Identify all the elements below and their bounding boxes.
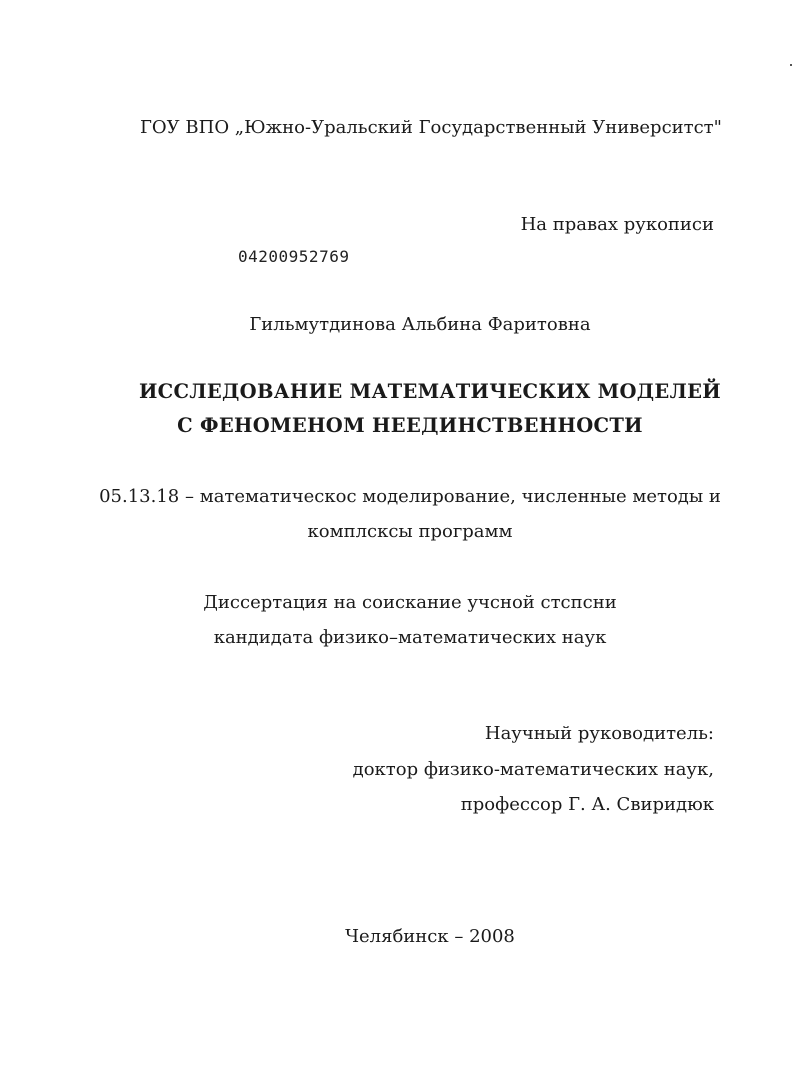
- author-name: Гильмутдинова Альбина Фаритовна: [249, 314, 591, 335]
- place-and-year: Челябинск – 2008: [345, 926, 515, 947]
- degree-line-2: кандидата физико–математических наук: [213, 627, 607, 648]
- registry-code: 04200952769: [238, 247, 350, 266]
- supervisor-label: Научный руководитель:: [484, 723, 714, 744]
- degree-line-1: Диссертация на соискание учсной стспсни: [203, 592, 617, 613]
- specialty-line-2: комплсксы программ: [307, 521, 513, 542]
- thesis-title-line-2: С ФЕНОМЕНОМ НЕЕДИНСТВЕННОСТИ: [177, 414, 643, 437]
- institution-name: ГОУ ВПО „Южно-Уральский Государственный Университст": [140, 117, 722, 138]
- specialty-line-1: 05.13.18 – математическос моделирование, численные методы и: [99, 486, 721, 507]
- supervisor-name: профессор Г. А. Свиридюк: [460, 794, 714, 815]
- supervisor-degree: доктор физико-математических наук,: [352, 759, 714, 780]
- thesis-title-line-1: ИССЛЕДОВАНИЕ МАТЕМАТИЧЕСКИХ МОДЕЛЕЙ: [138, 380, 722, 403]
- manuscript-rights-note: На правах рукописи: [520, 214, 714, 235]
- scan-speck: [790, 64, 792, 66]
